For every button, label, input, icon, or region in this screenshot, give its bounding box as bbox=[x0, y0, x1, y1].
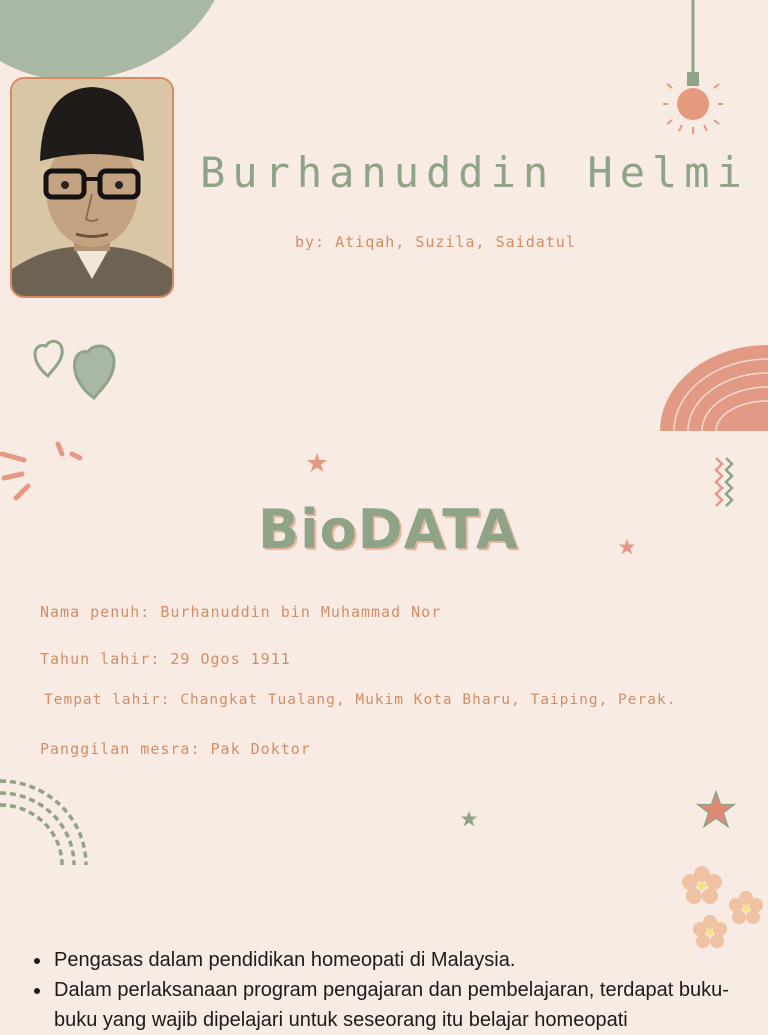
sparkle-icon bbox=[0, 440, 90, 510]
field-birth-year: Tahun lahir: 29 Ogos 1911 bbox=[40, 650, 291, 668]
lightbulb-icon bbox=[660, 0, 730, 140]
portrait-photo bbox=[10, 77, 174, 298]
decor-blob bbox=[0, 0, 230, 80]
star-icon bbox=[306, 452, 328, 478]
field-full-name: Nama penuh: Burhanuddin bin Muhammad Nor bbox=[40, 603, 442, 621]
page-title: Burhanuddin Helmi bbox=[200, 148, 749, 197]
zigzag-icon bbox=[712, 456, 738, 516]
star-icon bbox=[696, 790, 736, 834]
list-item: • Pengasas dalam pendidikan homeopati di Malaysia. bbox=[52, 945, 768, 975]
bullet-list bbox=[30, 945, 768, 1035]
rainbow-dashed-icon bbox=[0, 775, 95, 865]
list-item: • Dalam perlaksanaan program pengajaran dan pembelajaran, terdapat buku-buku yang wajib dipelajari untuk seseorang itu belajar homeopati bbox=[52, 975, 768, 1035]
hearts-icon bbox=[28, 334, 123, 404]
byline: by: Atiqah, Suzila, Saidatul bbox=[295, 233, 576, 251]
rainbow-icon bbox=[660, 345, 768, 431]
field-birth-place: Tempat lahir: Changkat Tualang, Mukim Kota Bharu, Taiping, Perak. bbox=[44, 692, 677, 708]
star-icon bbox=[618, 538, 636, 560]
field-nickname: Panggilan mesra: Pak Doktor bbox=[40, 740, 311, 758]
biodata-heading: BioDATA bbox=[258, 498, 519, 561]
star-icon bbox=[460, 810, 478, 832]
flower-icon bbox=[676, 860, 768, 952]
